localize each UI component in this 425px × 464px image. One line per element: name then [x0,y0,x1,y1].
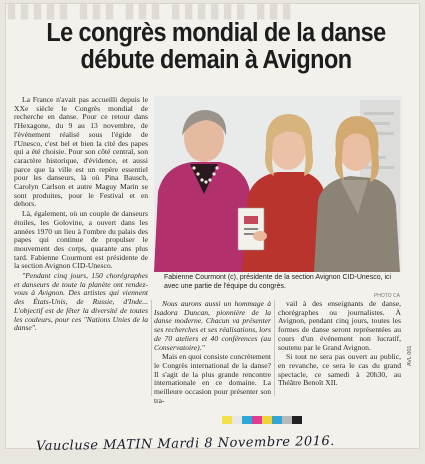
color-swatch [262,416,272,424]
color-swatch [232,416,242,424]
article-photo [154,96,402,272]
article-column-1 [14,96,148,334]
column-divider [274,300,275,396]
photo-caption [164,273,400,301]
article-column-3 [278,300,401,389]
bleed-through-text: ▮▮▮▮▮ ▮▮▮ ▮▮▮ ▮▮▮▮▮▮ ▮▮▮ [6,4,295,22]
print-color-bar [222,416,302,424]
color-swatch [252,416,262,424]
paragraph: Si tout ne sera pas ouvert au public, en revanche, ce sera le cas du grand spectacle, ce samedi à 20h30, au Théâtre Benoît XII. [278,352,401,388]
paragraph: La France n'avait pas accueilli depuis le XXe siècle le Congrès mondial de recherche en danse. Pour ce retour dans l'Hexagone, du 9 au 13 novembre, de l'événement réalisé sous l'égide de l'Unesco, c'est bel et bien la cité des papes qui a été choisie. Pour son côté central, son caractère historique, d'évidence, et aussi parce que la ville est un repère essentiel pour les danseurs, là où Pina Bausch, Carolyn Carlson et autre Maguy Marin se sont produites, pour le Festival et en dehors. [14,95,148,209]
article-headline: Le congrès mondial de la danse débute demain à Avignon [46,19,386,74]
quote-paragraph: "Pendant cinq jours, 150 chorégraphes et danseurs de toute la planète ont rendez-vous à Avignon. Des artistes qui viennent des États-Unis, de Russie, d'Inde... L'objectif est de fêter la diversité de toutes les couleurs, pour ces "Nations Unies de la danse". [14,271,148,333]
column-divider [151,300,152,396]
photo-credit: PHOTO CA [373,293,400,299]
quote-paragraph: Nous aurons aussi un hommage à Isadora Duncan, pionnière de la danse moderne. Chacun va présenter ses recherches et ses réalisations, lors de 70 ateliers et 40 conférences (au Conservatoire)." [154,299,271,352]
article-column-2 [154,300,271,406]
color-swatch [242,416,252,424]
paragraph: vail à des enseignants de danse, chorégraphes ou journalistes. À Avignon, pendant cinq jours, toutes les formes de danse seront représentées au cours d'un événement non lucratif, soutenu par le Grand Avignon. [278,299,401,352]
newspaper-clipping [6,4,419,448]
color-swatch [292,416,302,424]
handwritten-source-note: Vaucluse MATIN Mardi 8 Novembre 2016. [35,433,335,455]
color-swatch [272,416,282,424]
page-code: AVL 001 [407,345,413,366]
color-swatch [282,416,292,424]
color-swatch [222,416,232,424]
caption-text: Fabienne Courmont (c), présidente de la section Avignon CID-Unesco, ici avec une partie de l'équipe du congrès. [164,274,392,290]
photo-illustration [154,96,402,272]
paragraph: Mais en quoi consiste concrètement le Congrès international de la danse? Il s'agit de la plus grande rencontre internationale en ce domaine. La meilleure occasion pour présenter son tra- [154,352,271,405]
paragraph: Là, également, où un couple de danseurs étoiles, les Golovine, a ouvert dans les années 1970 un lieu à l'ombre du palais des papes qui continue de propulser le mouvement des corps, quarante ans plus tard. Fabienne Courmont est présidente de la section Avignon CID-Unesco. [14,209,148,271]
